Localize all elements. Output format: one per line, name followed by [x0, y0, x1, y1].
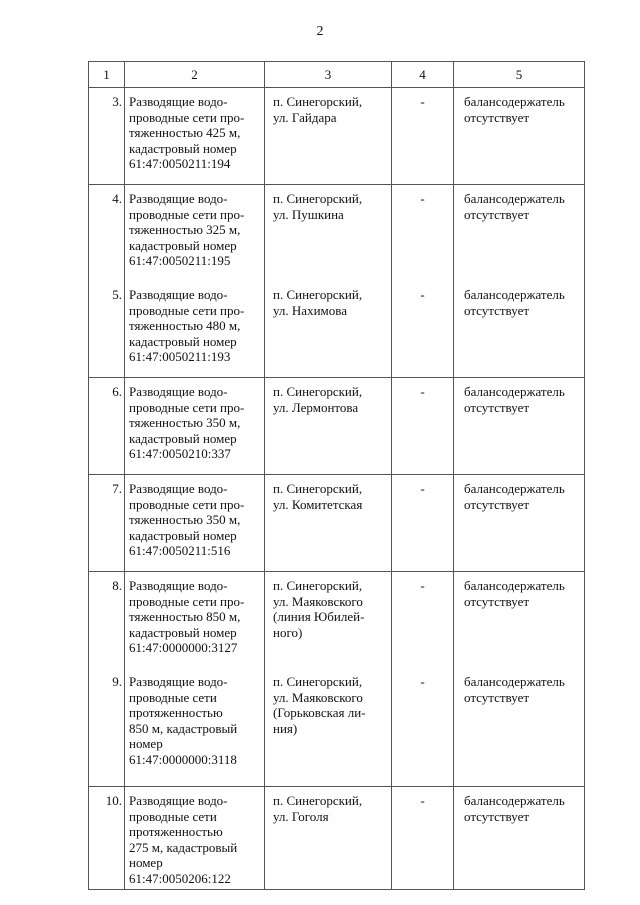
row-number: 6. — [89, 378, 125, 475]
balance-holder — [454, 281, 585, 378]
object-address — [265, 475, 392, 572]
table-row — [89, 88, 585, 185]
balance-line: отсутствует — [464, 689, 530, 705]
table-row — [89, 787, 585, 890]
object-description — [125, 668, 265, 787]
object-description — [125, 378, 265, 475]
balance-line: отсутствует — [464, 109, 530, 125]
description-line: Разводящие водо- — [129, 287, 228, 302]
table-row — [89, 668, 585, 787]
address-line: ул. Гоголя — [273, 808, 329, 824]
header-col-5: 5 — [454, 62, 585, 88]
balance-line: балансодержатель — [464, 578, 565, 593]
description-line: Разводящие водо- — [129, 674, 228, 689]
address-line: п. Синегорский, — [273, 384, 363, 399]
object-description — [125, 787, 265, 890]
description-line: тяженностью 350 м, — [129, 512, 241, 527]
description-line: 275 м, кадастровый — [129, 839, 238, 855]
balance-holder — [454, 787, 585, 890]
address-line: п. Синегорский, — [273, 578, 363, 593]
column-4-value: - — [392, 668, 454, 787]
description-line: проводные сети про- — [129, 109, 245, 125]
address-line: ул. Пушкина — [273, 206, 344, 222]
address-line: п. Синегорский, — [273, 674, 363, 689]
object-address — [265, 281, 392, 378]
description-line: номер — [129, 855, 163, 870]
row-number: 9. — [89, 668, 125, 787]
table-row — [89, 475, 585, 572]
address-line: п. Синегорский, — [273, 94, 363, 109]
description-line: Разводящие водо- — [129, 481, 228, 496]
object-description — [125, 572, 265, 669]
description-line: Разводящие водо- — [129, 793, 228, 808]
address-line: ул. Лермонтова — [273, 399, 359, 415]
object-description — [125, 185, 265, 282]
object-description — [125, 88, 265, 185]
description-line: тяженностью 350 м, — [129, 415, 241, 430]
column-4-value: - — [392, 281, 454, 378]
balance-line: балансодержатель — [464, 384, 565, 399]
balance-line: балансодержатель — [464, 287, 565, 302]
description-line: Разводящие водо- — [129, 384, 228, 399]
object-address — [265, 378, 392, 475]
description-line: кадастровый номер — [129, 237, 237, 253]
description-line: проводные сети про- — [129, 206, 245, 222]
description-line: проводные сети про- — [129, 399, 245, 415]
description-line: 61:47:0050206:122 — [129, 870, 231, 886]
column-4-value: - — [392, 572, 454, 669]
address-line: п. Синегорский, — [273, 793, 363, 808]
table-row — [89, 572, 585, 669]
address-line: ного) — [273, 624, 303, 640]
balance-holder — [454, 88, 585, 185]
description-line: 61:47:0050211:516 — [129, 543, 231, 558]
description-line: кадастровый номер — [129, 624, 237, 640]
balance-holder — [454, 185, 585, 282]
description-line: кадастровый номер — [129, 430, 237, 446]
column-4-value: - — [392, 787, 454, 890]
description-line: 61:47:0050210:337 — [129, 446, 231, 461]
column-4-value: - — [392, 88, 454, 185]
description-line: кадастровый номер — [129, 527, 237, 543]
row-number: 7. — [89, 475, 125, 572]
row-number: 8. — [89, 572, 125, 669]
object-address — [265, 88, 392, 185]
description-line: кадастровый номер — [129, 333, 237, 349]
address-line: (линия Юбилей- — [273, 609, 365, 624]
description-line: 61:47:0000000:3118 — [129, 751, 237, 767]
balance-line: отсутствует — [464, 496, 530, 512]
balance-line: балансодержатель — [464, 674, 565, 689]
description-line: проводные сети — [129, 808, 217, 824]
object-address — [265, 572, 392, 669]
registry-table — [88, 61, 585, 890]
address-line: ул. Гайдара — [273, 109, 337, 125]
description-line: 61:47:0050211:194 — [129, 156, 231, 171]
balance-holder — [454, 475, 585, 572]
address-line: (Горьковская ли- — [273, 705, 366, 720]
balance-line: отсутствует — [464, 302, 530, 318]
description-line: кадастровый номер — [129, 140, 237, 156]
object-address — [265, 787, 392, 890]
object-address — [265, 668, 392, 787]
balance-holder — [454, 668, 585, 787]
header-col-4: 4 — [392, 62, 454, 88]
description-line: тяженностью 325 м, — [129, 222, 241, 237]
column-4-value: - — [392, 185, 454, 282]
row-number: 3. — [89, 88, 125, 185]
description-line: проводные сети про- — [129, 496, 245, 512]
balance-holder — [454, 572, 585, 669]
description-line: проводные сети про- — [129, 302, 245, 318]
column-4-value: - — [392, 378, 454, 475]
row-number: 5. — [89, 281, 125, 378]
address-line: п. Синегорский, — [273, 481, 363, 496]
description-line: проводные сети — [129, 689, 217, 705]
header-row — [89, 62, 585, 88]
row-number: 10. — [89, 787, 125, 890]
table-row — [89, 185, 585, 282]
description-line: 61:47:0000000:3127 — [129, 640, 238, 655]
address-line: ния) — [273, 720, 298, 736]
description-line: тяженностью 850 м, — [129, 609, 241, 624]
description-line: 850 м, кадастровый — [129, 720, 238, 736]
description-line: номер — [129, 736, 163, 751]
header-col-2: 2 — [125, 62, 265, 88]
page-number: 2 — [316, 24, 324, 39]
address-line: ул. Нахимова — [273, 302, 347, 318]
balance-line: балансодержатель — [464, 94, 565, 109]
object-address — [265, 185, 392, 282]
address-line: ул. Комитетская — [273, 496, 363, 512]
description-line: 61:47:0050211:195 — [129, 253, 231, 268]
balance-line: балансодержатель — [464, 481, 565, 496]
description-line: тяженностью 480 м, — [129, 318, 241, 333]
object-description — [125, 475, 265, 572]
description-line: 61:47:0050211:193 — [129, 349, 231, 364]
balance-line: балансодержатель — [464, 191, 565, 206]
table-row — [89, 281, 585, 378]
address-line: п. Синегорский, — [273, 287, 363, 302]
balance-line: отсутствует — [464, 593, 530, 609]
description-line: проводные сети про- — [129, 593, 245, 609]
address-line: п. Синегорский, — [273, 191, 363, 206]
table-row — [89, 378, 585, 475]
description-line: протяженностью — [129, 824, 223, 839]
address-line: ул. Маяковского — [273, 593, 363, 609]
description-line: протяженностью — [129, 705, 223, 720]
object-description — [125, 281, 265, 378]
description-line: Разводящие водо- — [129, 94, 228, 109]
balance-holder — [454, 378, 585, 475]
description-line: Разводящие водо- — [129, 191, 228, 206]
row-number: 4. — [89, 185, 125, 282]
balance-line: отсутствует — [464, 399, 530, 415]
column-4-value: - — [392, 475, 454, 572]
description-line: Разводящие водо- — [129, 578, 228, 593]
header-col-1: 1 — [89, 62, 125, 88]
balance-line: отсутствует — [464, 206, 530, 222]
address-line: ул. Маяковского — [273, 689, 363, 705]
header-col-3: 3 — [265, 62, 392, 88]
balance-line: отсутствует — [464, 808, 530, 824]
balance-line: балансодержатель — [464, 793, 565, 808]
description-line: тяженностью 425 м, — [129, 125, 241, 140]
